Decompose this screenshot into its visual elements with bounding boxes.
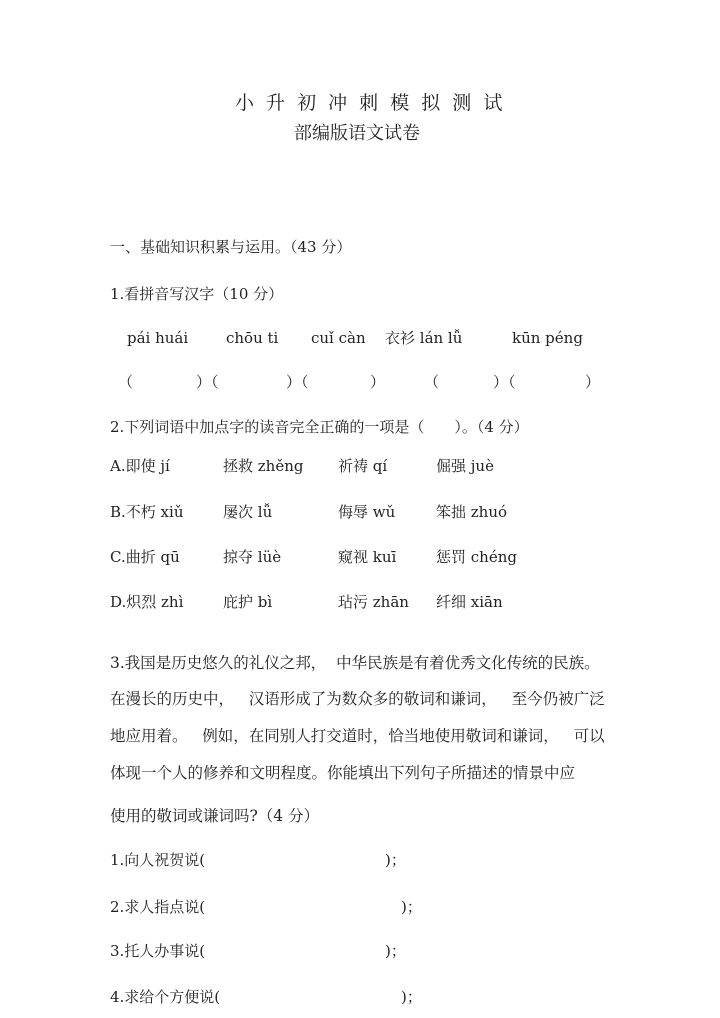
fill-item-label: 2.求人指点说( — [110, 898, 206, 916]
answer-blank: ） — [585, 373, 601, 391]
option-c-word-3: 窥视 kuī — [338, 548, 397, 566]
pinyin-item: 衣衫 lán lǚ — [385, 329, 463, 347]
option-d-word-3: 玷污 zhān — [338, 593, 409, 611]
option-a-word-3: 祈祷 qí — [338, 457, 388, 475]
answer-blank: ）（ — [493, 373, 516, 391]
pinyin-item: cuǐ càn — [311, 329, 366, 347]
pinyin-item: kūn péng — [512, 329, 583, 347]
option-b-word-1: B.不朽 xiǔ — [110, 503, 184, 521]
option-b-word-3: 侮辱 wǔ — [338, 503, 396, 521]
option-d-word-1: D.炽烈 zhì — [110, 593, 184, 611]
answer-blank: ）（ — [286, 373, 309, 391]
option-d-word-2: 庇护 bì — [223, 593, 273, 611]
option-a-word-2: 拯救 zhěng — [223, 457, 304, 475]
question-3-paragraph-line: 地应用着。 例如，在同别人打交道时，恰当地使用敬词和谦词， 可以 — [110, 727, 605, 745]
pinyin-item: pái huái — [127, 329, 189, 347]
option-c-word-1: C.曲折 qū — [110, 548, 180, 566]
fill-item-label: 3.托人办事说( — [110, 942, 206, 960]
answer-blank: （ — [118, 373, 134, 391]
option-d-word-4: 纤细 xiān — [436, 593, 503, 611]
option-b-word-2: 屡次 lǚ — [223, 503, 273, 521]
question-2-heading: 2.下列词语中加点字的读音完全正确的一项是（ ）。（4 分） — [110, 418, 529, 436]
option-a-word-4: 倔强 juè — [436, 457, 494, 475]
section-heading: 一、基础知识积累与运用。（43 分） — [110, 238, 352, 256]
option-b-word-4: 笨拙 zhuó — [436, 503, 508, 521]
question-3-paragraph-line: 使用的敬词或谦词吗?（4 分） — [110, 807, 320, 825]
pinyin-item: chōu ti — [226, 329, 279, 347]
page-title: 小 升 初 冲 刺 模 拟 测 试 — [235, 92, 506, 114]
option-a-word-1: A.即使 jí — [110, 457, 170, 475]
option-c-word-2: 掠夺 lüè — [223, 548, 282, 566]
fill-item-label: 1.向人祝贺说( — [110, 851, 206, 869]
question-1-heading: 1.看拼音写汉字（10 分） — [110, 285, 284, 303]
page-subtitle: 部编版语文试卷 — [294, 123, 420, 144]
fill-item-label: 4.求给个方便说( — [110, 988, 221, 1006]
answer-blank: （ — [424, 373, 440, 391]
answer-blank: ） — [370, 373, 386, 391]
question-3-paragraph-line: 在漫长的历史中， 汉语形成了为数众多的敬词和谦词， 至今仍被广泛 — [110, 690, 605, 708]
question-3-paragraph-line: 3.我国是历史悠久的礼仪之邦， 中华民族是有着优秀文化传统的民族。 — [110, 654, 600, 672]
fill-item-close: )； — [385, 942, 406, 960]
fill-item-close: )； — [401, 988, 422, 1006]
question-3-paragraph-line: 体现一个人的修养和文明程度。你能填出下列句子所描述的情景中应 — [110, 764, 576, 782]
option-c-word-4: 惩罚 chéng — [436, 548, 517, 566]
fill-item-close: )； — [385, 851, 406, 869]
fill-item-close: )； — [401, 898, 422, 916]
answer-blank: ）（ — [196, 373, 219, 391]
